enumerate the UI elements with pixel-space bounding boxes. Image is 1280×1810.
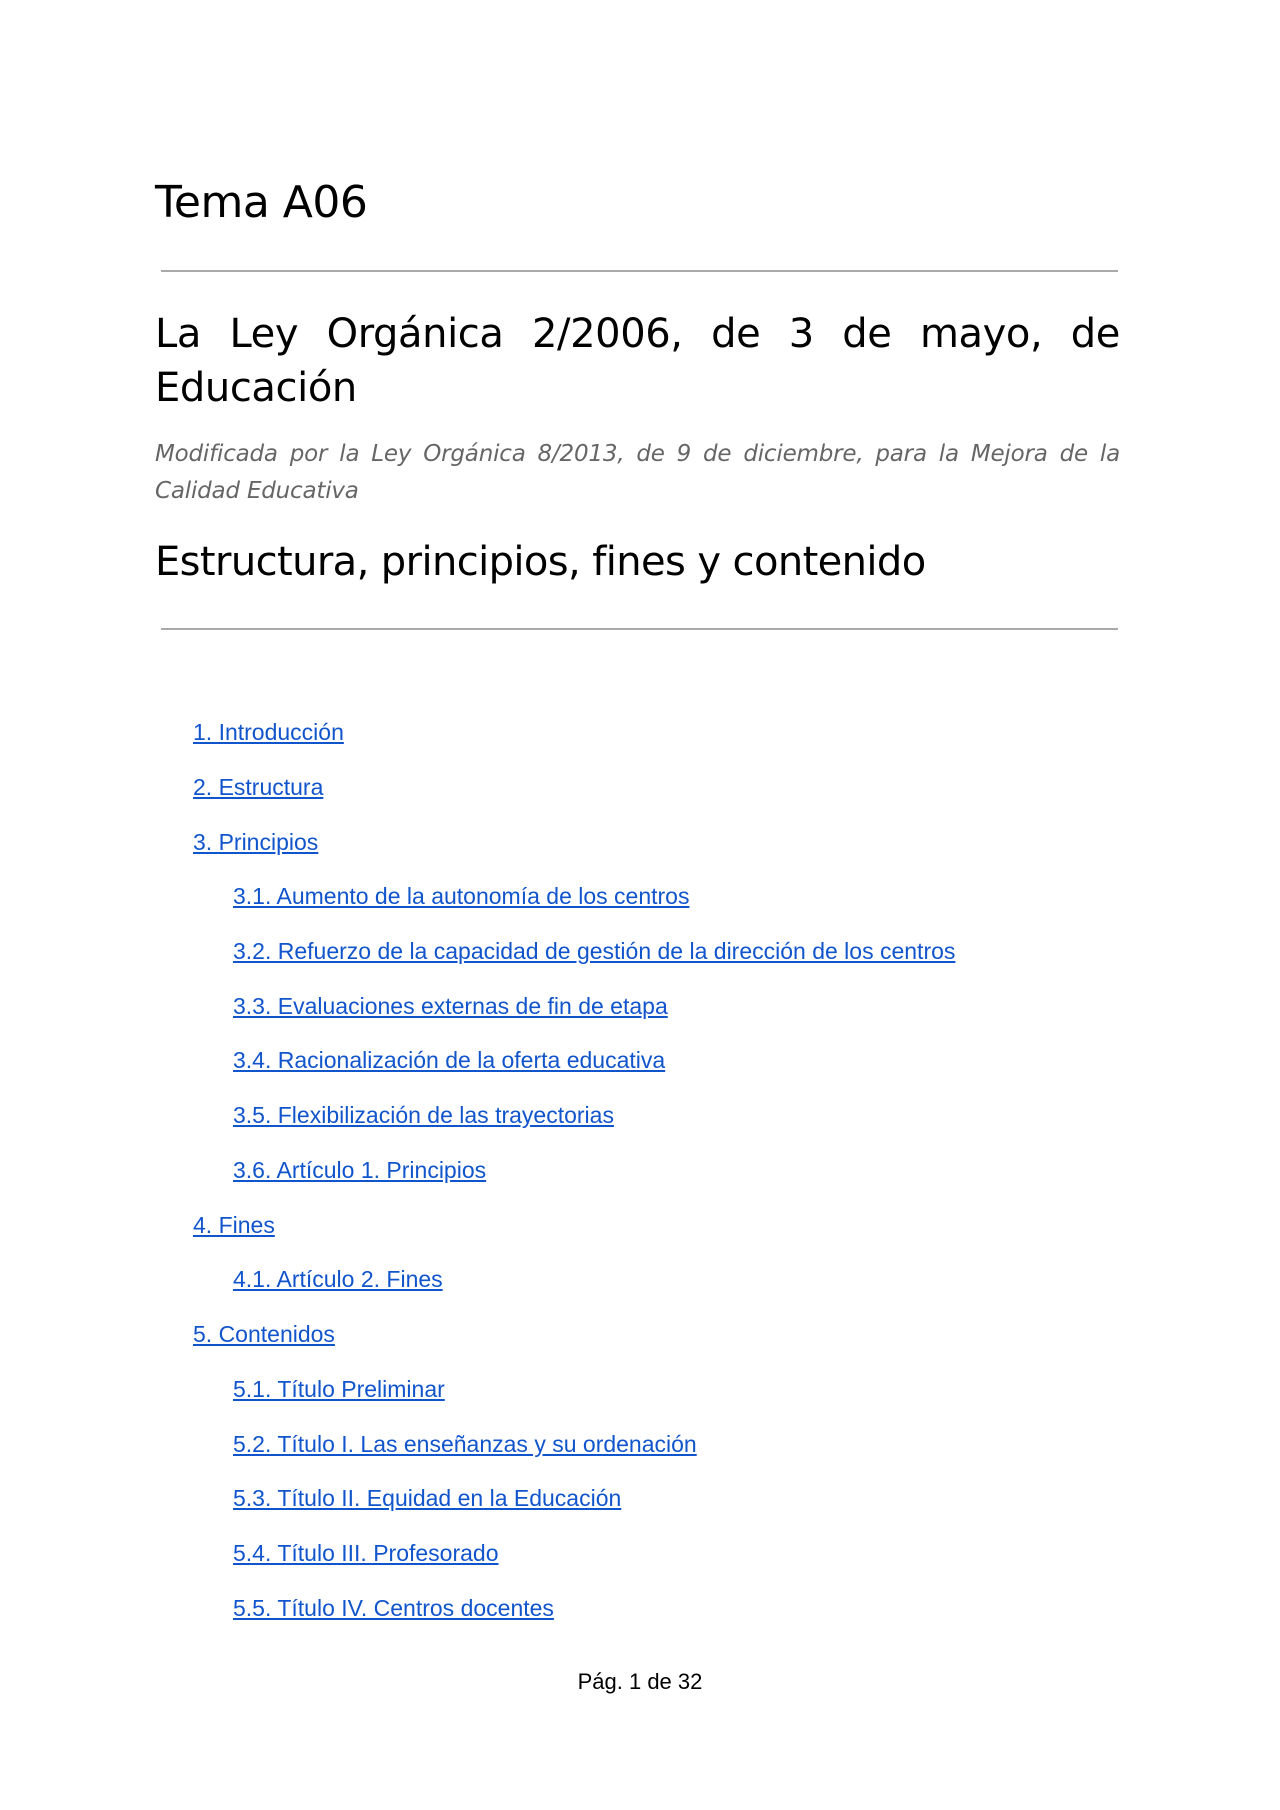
section-heading: Estructura, principios, fines y contenido [155, 539, 926, 585]
toc-item [193, 829, 318, 856]
toc-link-3-4[interactable]: 3.4. Racionalización de la oferta educativa [233, 1047, 666, 1073]
horizontal-rule [161, 270, 1118, 272]
toc-link-3-6[interactable]: 3.6. Artículo 1. Principios [233, 1157, 487, 1183]
toc-item [233, 1047, 665, 1074]
document-title: La Ley Orgánica 2/2006, de 3 de mayo, de Educación [155, 311, 1120, 411]
toc-link-introduccion[interactable]: 1. Introducción [193, 719, 344, 745]
toc-item [233, 1595, 554, 1622]
toc-link-3-2[interactable]: 3.2. Refuerzo de la capacidad de gestión de la dirección de los centros [233, 938, 956, 964]
toc-item [193, 774, 323, 801]
toc-item [233, 1157, 486, 1184]
toc-item [233, 993, 668, 1020]
toc-link-5-3[interactable]: 5.3. Título II. Equidad en la Educación [233, 1485, 622, 1511]
toc-item [233, 1431, 697, 1458]
toc-link-3-1[interactable]: 3.1. Aumento de la autonomía de los centros [233, 883, 690, 909]
topic-label: Tema A06 [155, 177, 368, 228]
toc-link-5-4[interactable]: 5.4. Título III. Profesorado [233, 1540, 499, 1566]
page-number-footer: Pág. 1 de 32 [577, 1669, 703, 1694]
toc-item [233, 1266, 443, 1293]
toc-link-3-5[interactable]: 3.5. Flexibilización de las trayectorias [233, 1102, 614, 1128]
horizontal-rule [161, 628, 1118, 630]
toc-link-estructura[interactable]: 2. Estructura [193, 774, 324, 800]
document-subtitle: Modificada por la Ley Orgánica 8/2013, de 9 de diciembre, para la Mejora de la Calidad Educativa [155, 441, 1120, 504]
toc-link-3-3[interactable]: 3.3. Evaluaciones externas de fin de etapa [233, 993, 668, 1019]
toc-item [193, 719, 344, 746]
toc-item [233, 1102, 614, 1129]
toc-link-contenidos[interactable]: 5. Contenidos [193, 1321, 335, 1347]
toc-item [193, 1321, 335, 1348]
toc-item [233, 883, 689, 910]
toc-link-5-1[interactable]: 5.1. Título Preliminar [233, 1376, 445, 1402]
toc-item [233, 1376, 445, 1403]
toc-item [233, 938, 955, 965]
toc-link-4-1[interactable]: 4.1. Artículo 2. Fines [233, 1266, 443, 1292]
toc-link-5-2[interactable]: 5.2. Título I. Las enseñanzas y su ordenación [233, 1431, 697, 1457]
toc-item [233, 1540, 499, 1567]
toc-item [233, 1485, 621, 1512]
toc-item [193, 1212, 275, 1239]
toc-link-5-5[interactable]: 5.5. Título IV. Centros docentes [233, 1595, 554, 1621]
toc-link-fines[interactable]: 4. Fines [193, 1212, 275, 1238]
toc-link-principios[interactable]: 3. Principios [193, 829, 319, 855]
